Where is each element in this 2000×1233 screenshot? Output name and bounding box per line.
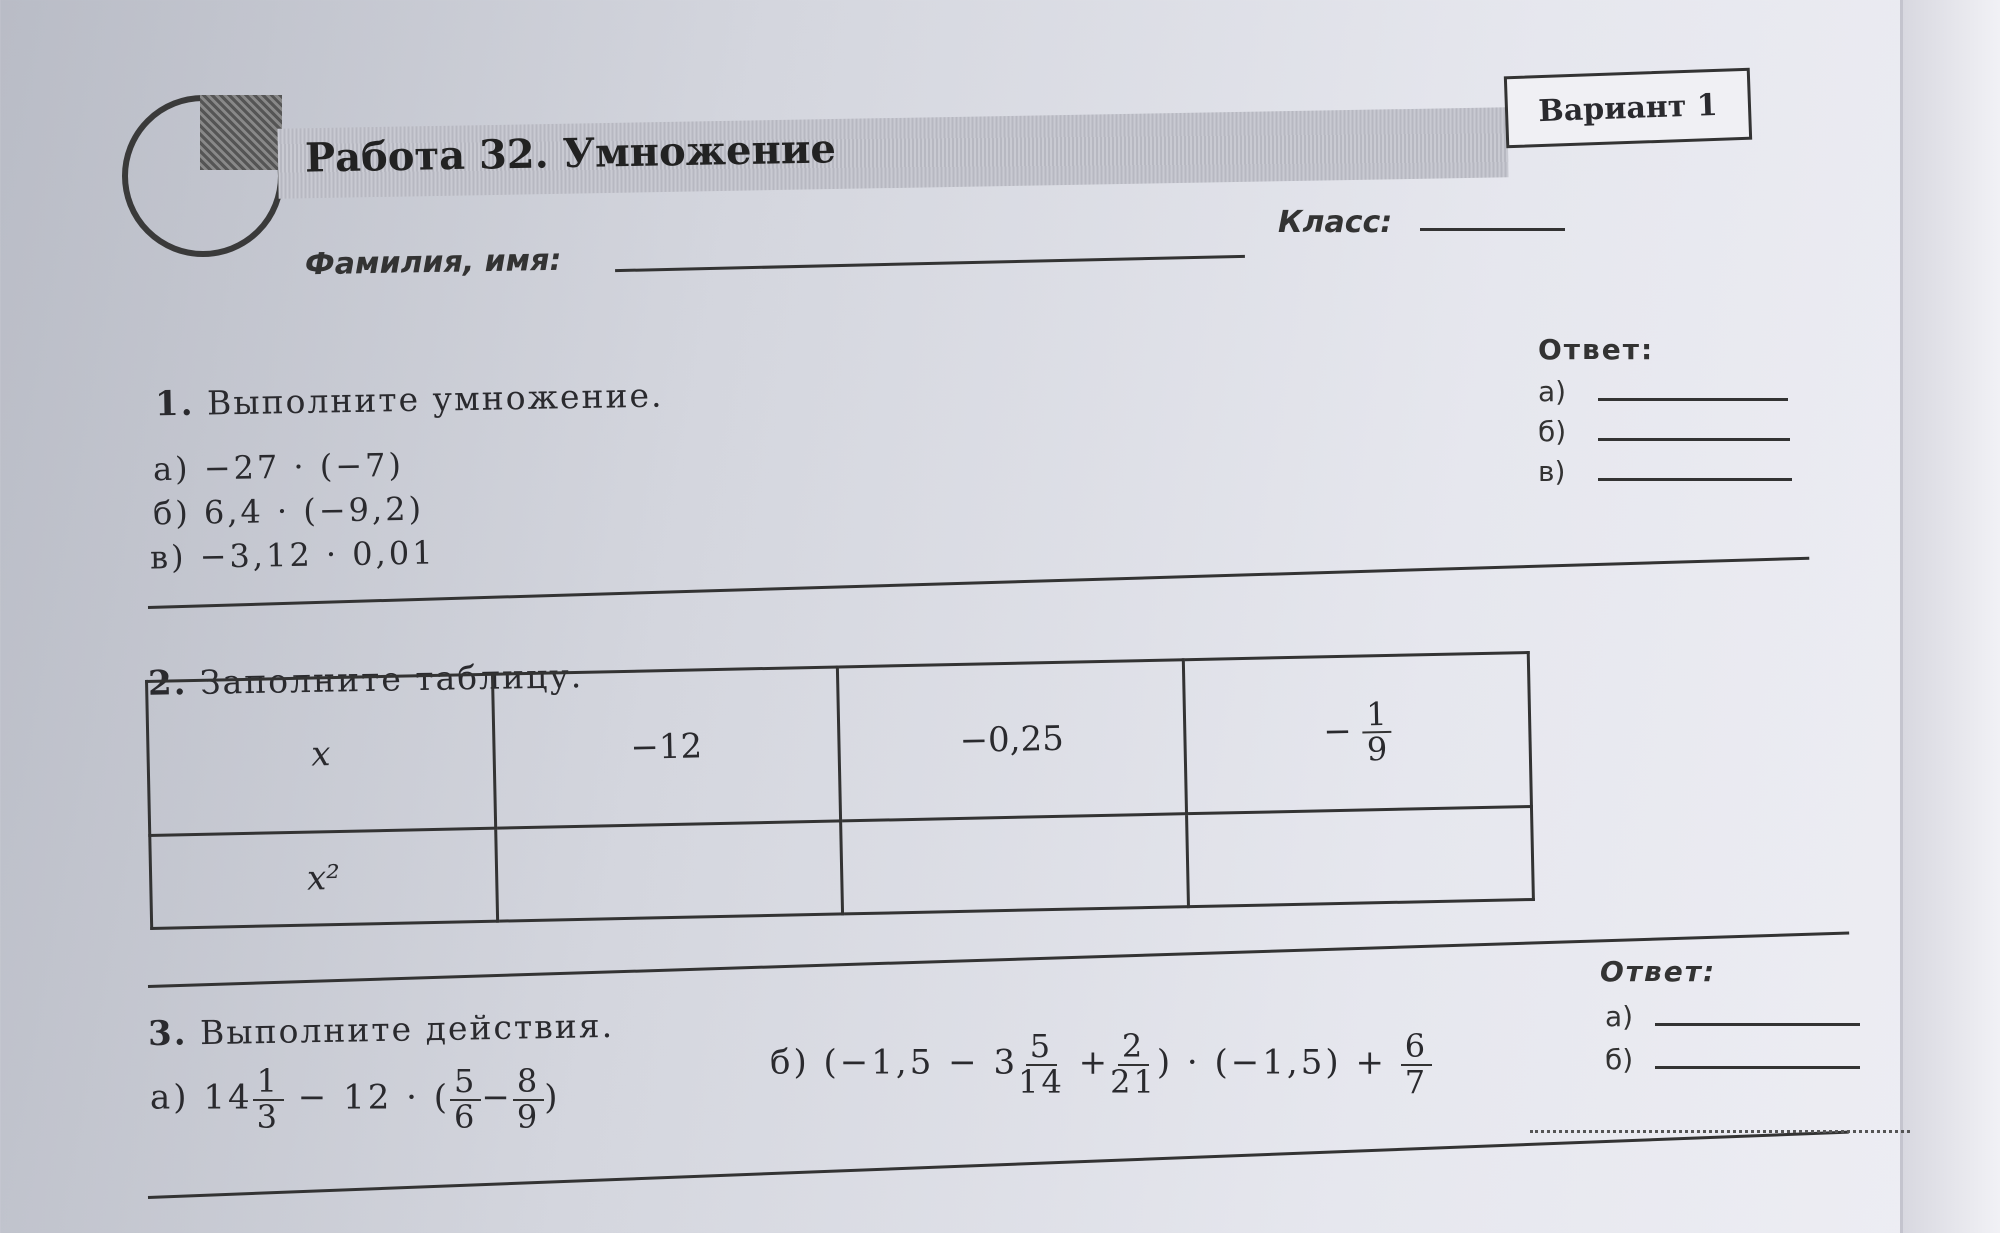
table-cell-value-3 xyxy=(1183,653,1532,814)
dotted-rule xyxy=(1530,1130,1910,1133)
task2-number: 2. xyxy=(147,663,188,704)
item-expr: 6,4 · (−9,2) xyxy=(203,489,425,532)
task1-answer-c-label: в) xyxy=(1538,455,1566,488)
variant-box: Вариант 1 xyxy=(1504,68,1752,149)
fraction-sign: − xyxy=(1322,711,1353,752)
task2-text: Заполните таблицу. xyxy=(199,656,584,702)
table-header-x-squared: x² xyxy=(150,828,497,928)
name-label: Фамилия, имя: xyxy=(304,242,562,283)
task1-text: Выполните умножение. xyxy=(206,375,664,423)
task1-answer-a-label: а) xyxy=(1538,375,1567,408)
task1-answer-b-field[interactable] xyxy=(1598,438,1790,441)
name-field[interactable] xyxy=(615,255,1245,272)
table-cell-value-1: −12 xyxy=(492,667,841,828)
page-title: Работа 32. Умножение xyxy=(304,125,837,182)
task3-heading xyxy=(148,1006,615,1054)
divider-3 xyxy=(148,1131,1849,1199)
table-cell-value-2: −0,25 xyxy=(837,660,1186,821)
expr-part: ) xyxy=(544,1077,561,1118)
divider-2 xyxy=(148,932,1849,988)
item-letter: а) xyxy=(150,1077,190,1118)
fraction: $\frac{2}{21}$ xyxy=(1110,1027,1157,1101)
task3-answer-a-field[interactable] xyxy=(1655,1023,1860,1026)
task1-item-c xyxy=(150,534,436,577)
item-letter: б) xyxy=(770,1042,810,1083)
fraction: $\frac{5}{6}$ xyxy=(450,1065,481,1134)
task1-answer-c-field[interactable] xyxy=(1598,478,1792,481)
task3-answer-heading: Ответ: xyxy=(1600,955,1717,988)
task3-answer-b-field[interactable] xyxy=(1655,1066,1860,1069)
task3-number: 3. xyxy=(147,1013,188,1055)
task3-text: Выполните действия. xyxy=(199,1005,615,1053)
task3-item-b xyxy=(770,1027,1432,1101)
expr-part: (−1,5 − 3 xyxy=(823,1042,1019,1083)
plus: + xyxy=(1078,1042,1111,1083)
expr-part: − 12 · ( xyxy=(297,1077,451,1118)
clock-shade-icon xyxy=(200,95,282,170)
task1-number: 1. xyxy=(154,383,195,425)
fraction: $\frac{5}{14}$ xyxy=(1018,1027,1065,1101)
fraction: $\frac{1}{9}$ xyxy=(1362,698,1392,768)
page-edge xyxy=(1900,0,2000,1233)
task1-item-b xyxy=(153,490,425,533)
minus: − xyxy=(481,1077,513,1118)
task1-answer-heading: Ответ: xyxy=(1538,333,1655,366)
table-answer-cell-3[interactable] xyxy=(1186,806,1533,906)
mixed-whole: 14 xyxy=(203,1077,253,1118)
item-expr: −3,12 · 0,01 xyxy=(199,533,436,576)
task1-answer-b-label: б) xyxy=(1538,415,1567,448)
task3-item-a xyxy=(150,1062,561,1136)
item-letter: а) xyxy=(152,449,191,489)
values-table xyxy=(145,651,1535,930)
item-letter: в) xyxy=(149,537,187,577)
table-answer-cell-1[interactable] xyxy=(495,821,842,921)
class-field[interactable] xyxy=(1420,228,1565,231)
task1-answer-a-field[interactable] xyxy=(1598,398,1788,401)
task1-heading xyxy=(155,376,664,425)
fraction: $\frac{8}{9}$ xyxy=(513,1065,544,1134)
task3-answer-a-label: а) xyxy=(1605,1000,1634,1033)
fraction: $\frac{1}{3}$ xyxy=(253,1065,284,1134)
fraction: $\frac{6}{7}$ xyxy=(1401,1030,1432,1099)
expr-part: ) · (−1,5) + xyxy=(1156,1042,1387,1083)
item-letter: б) xyxy=(152,493,192,533)
table-header-x: x xyxy=(147,674,496,835)
task3-answer-b-label: б) xyxy=(1605,1043,1634,1076)
class-label: Класс: xyxy=(1278,205,1393,240)
table-answer-cell-2[interactable] xyxy=(841,813,1188,913)
item-expr: −27 · (−7) xyxy=(203,445,405,488)
task1-item-a xyxy=(153,446,405,488)
